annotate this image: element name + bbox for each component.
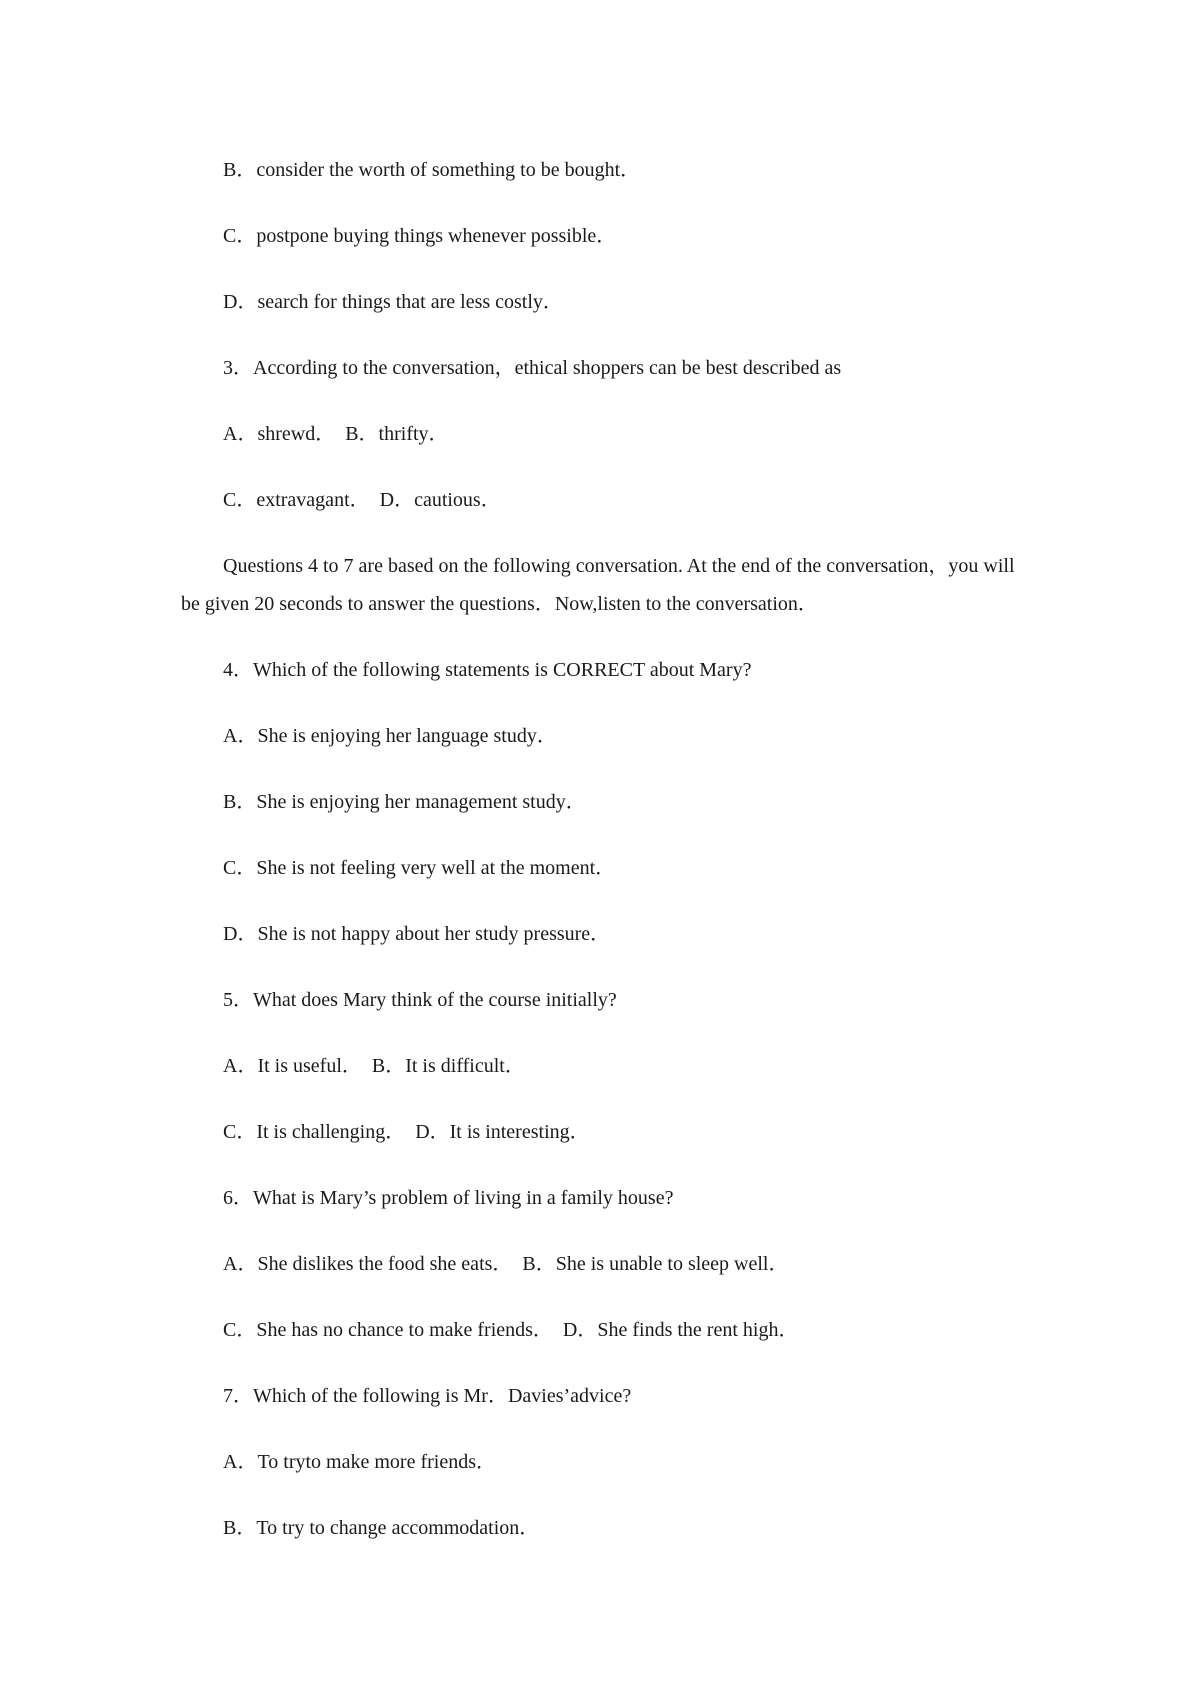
options-6ab: A．She dislikes the food she eats． B．She is unable to sleep well． <box>223 1253 789 1275</box>
question-7: 7．Which of the following is Mr．Davies’advice? <box>223 1385 632 1407</box>
options-5ab: A．It is useful． B．It is difficult． <box>223 1055 525 1077</box>
question-4: 4．Which of the following statements is CORRECT about Mary? <box>223 659 752 681</box>
options-3ab: A．shrewd． B．thrifty． <box>223 423 449 445</box>
option-4a: A．She is enjoying her language study． <box>223 725 557 747</box>
option-4b: B．She is enjoying her management study． <box>223 791 586 813</box>
option-4c: C．She is not feeling very well at the moment． <box>223 857 616 879</box>
question-3: 3．According to the conversation，ethical shoppers can be best described as <box>223 357 842 379</box>
option-7a: A．To tryto make more friends． <box>223 1451 496 1473</box>
option-2c: C．postpone buying things whenever possible． <box>223 225 617 247</box>
option-2b: B．consider the worth of something to be bought． <box>223 159 641 181</box>
question-6: 6．What is Mary’s problem of living in a family house? <box>223 1187 674 1209</box>
options-5cd: C．It is challenging． D．It is interesting． <box>223 1121 590 1143</box>
options-3cd: C．extravagant． D．cautious． <box>223 489 501 511</box>
question-5: 5．What does Mary think of the course initially? <box>223 989 617 1011</box>
option-4d: D．She is not happy about her study pressure． <box>223 923 611 945</box>
option-2d: D．search for things that are less costly． <box>223 291 563 313</box>
options-6cd: C．She has no chance to make friends． D．She finds the rent high． <box>223 1319 799 1341</box>
option-7b: B．To try to change accommodation． <box>223 1517 540 1539</box>
section-instructions: Questions 4 to 7 are based on the following conversation. At the end of the conversation，you will be given 20 seconds to answer the questions．Now,listen to the conversation． <box>181 555 1015 615</box>
